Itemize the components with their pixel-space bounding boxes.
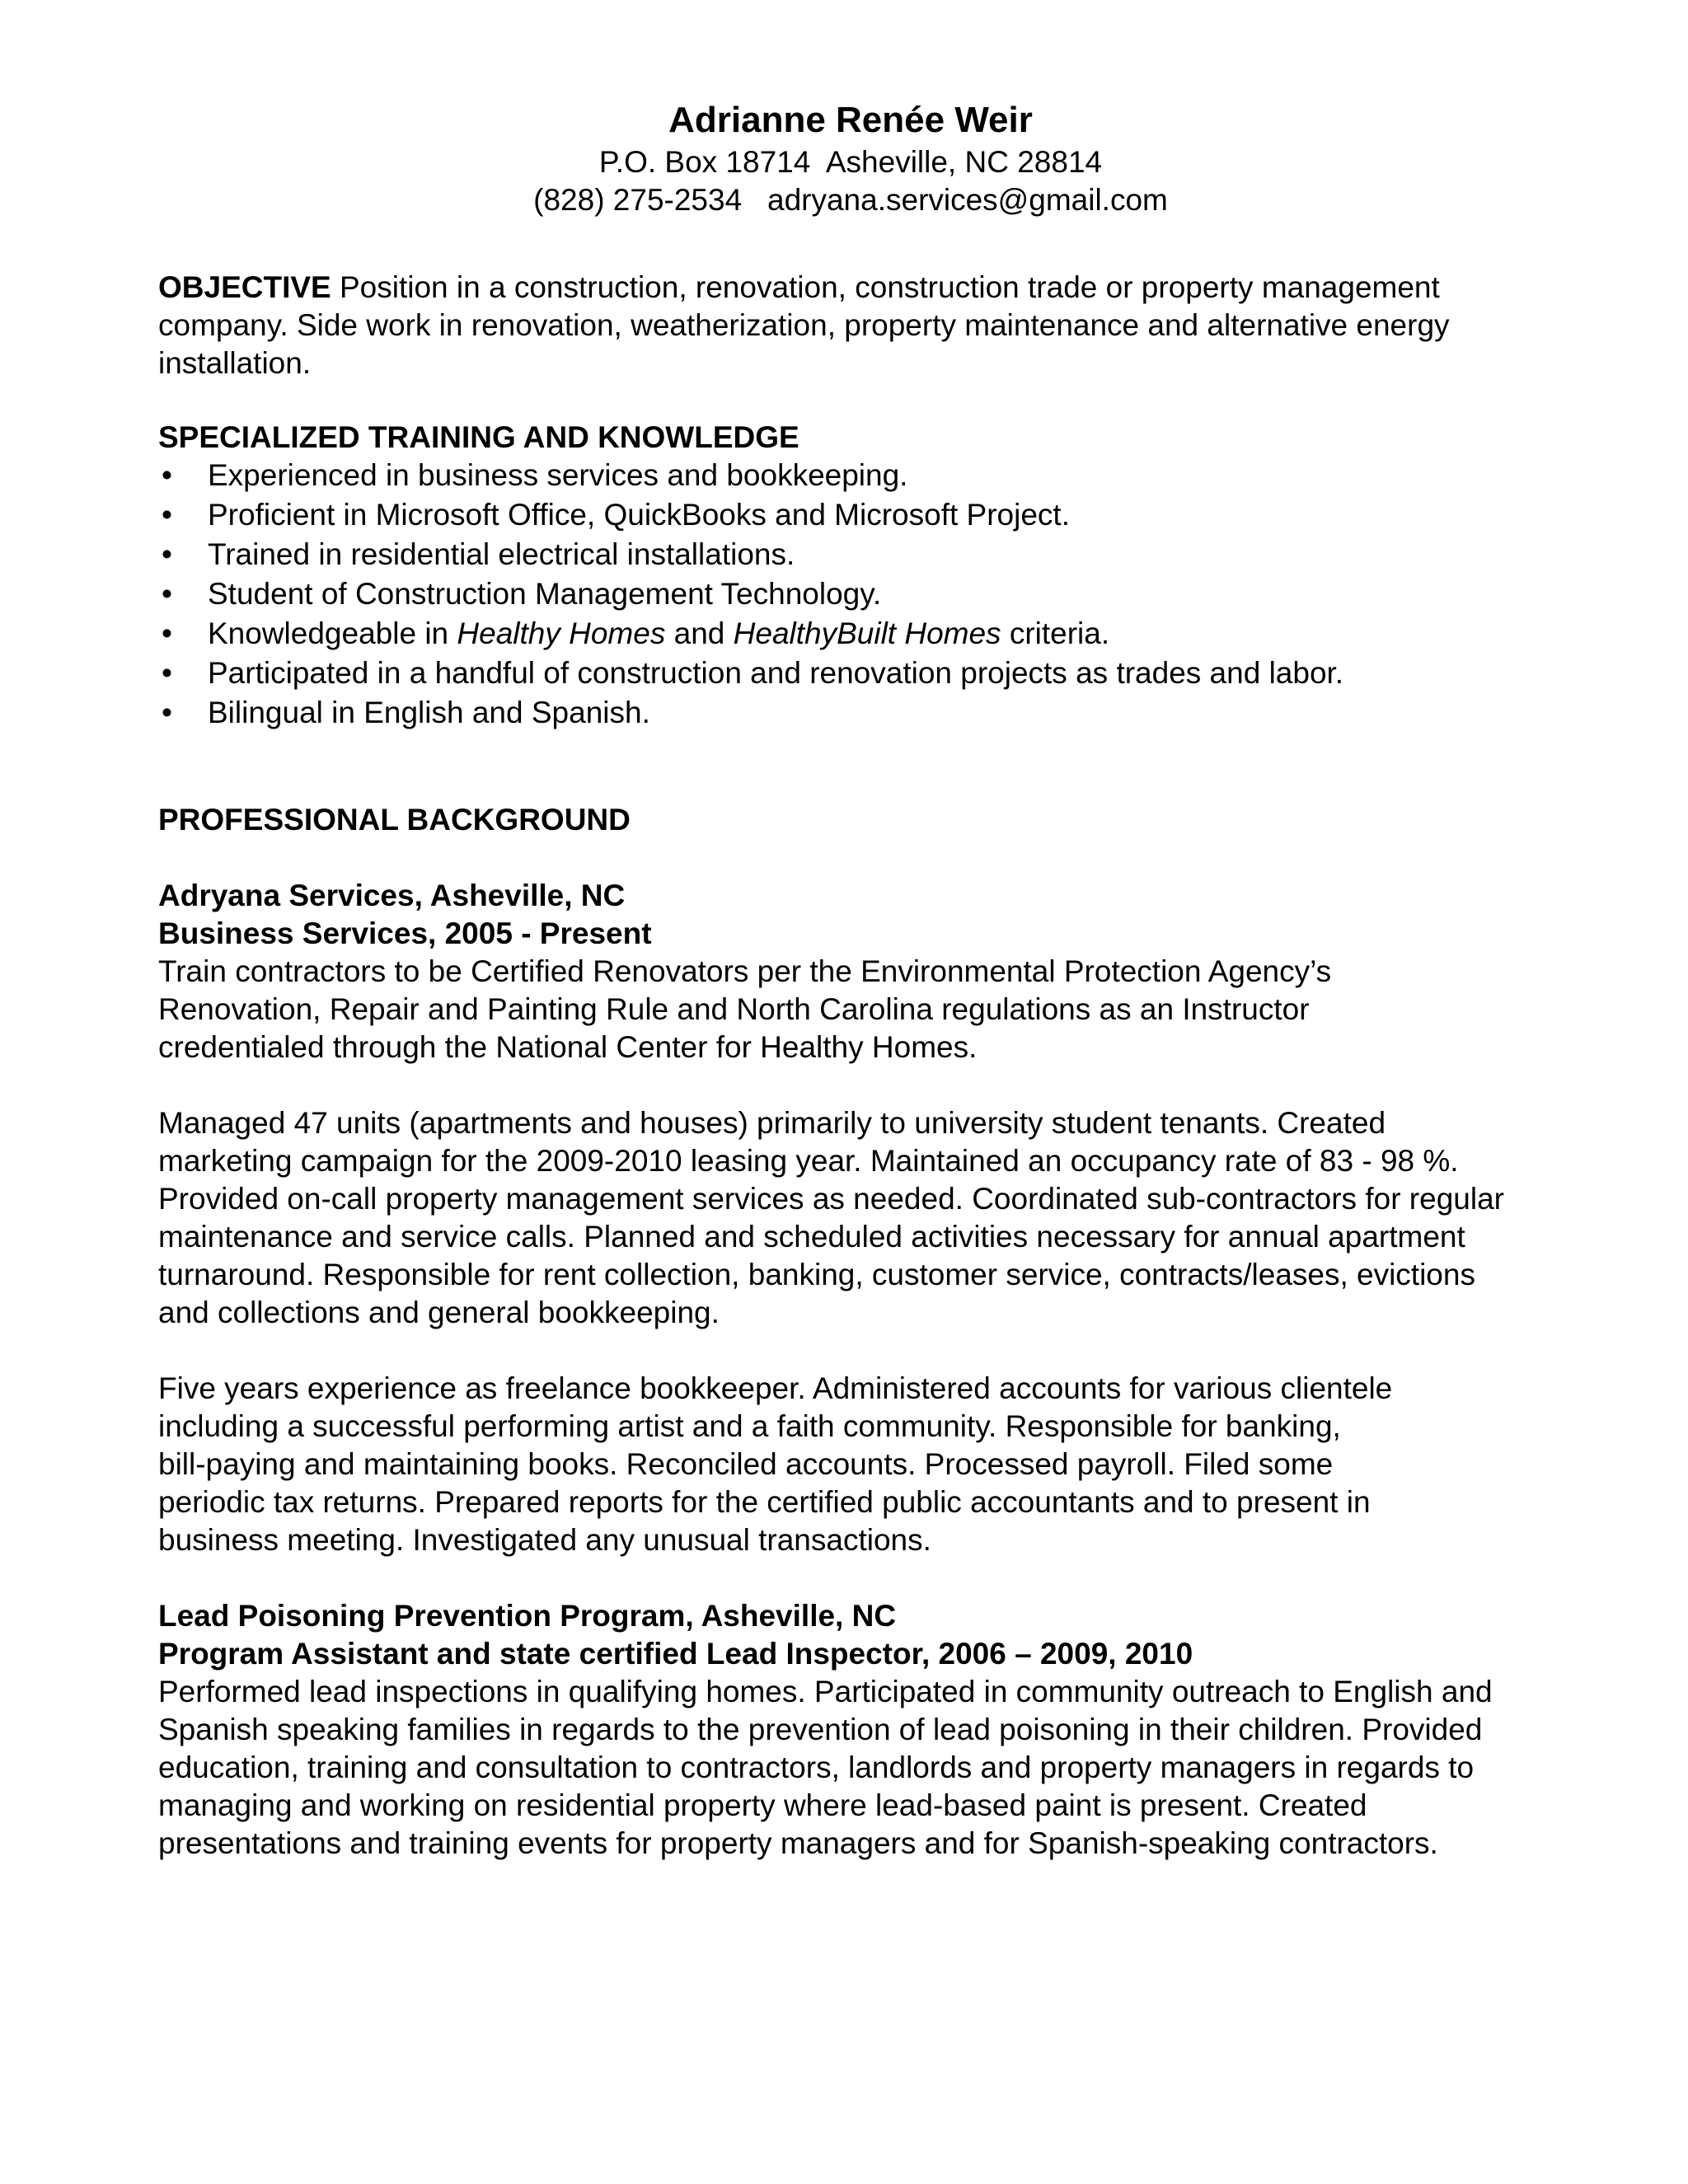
bullet-icon: • xyxy=(162,577,172,611)
list-item xyxy=(158,694,1543,733)
healthybuilt-homes-term: HealthyBuilt Homes xyxy=(733,616,1001,650)
list-item-text-post: criteria. xyxy=(1001,616,1110,650)
job-title: Business Services, 2005 - Present xyxy=(158,916,652,950)
training-section xyxy=(158,419,1543,733)
job-organization: Lead Poisoning Prevention Program, Asheville, NC xyxy=(158,1599,897,1633)
job-title: Program Assistant and state certified Lead Inspector, 2006 – 2009, 2010 xyxy=(158,1637,1193,1671)
mailing-address: P.O. Box 18714 Asheville, NC 28814 xyxy=(598,145,1103,179)
resume-page xyxy=(158,92,1543,1863)
objective-text: Position in a construction, renovation, construction trade or property management company. Side work in renovation, weatherization, property maintenance and alternative energy installation. xyxy=(158,270,1450,380)
healthy-homes-term: Healthy Homes xyxy=(457,616,666,650)
resume-header xyxy=(158,97,1543,219)
bullet-icon: • xyxy=(162,656,172,690)
training-list xyxy=(158,457,1543,733)
list-item-text: Trained in residential electrical installations. xyxy=(208,537,795,571)
bullet-icon: • xyxy=(162,498,172,532)
list-item-text: Participated in a handful of construction and renovation projects as trades and labor. xyxy=(208,656,1344,690)
list-item-text: Student of Construction Management Technology. xyxy=(208,577,882,611)
applicant-name: Adrianne Renée Weir xyxy=(668,100,1033,140)
list-item-text-mid: and xyxy=(665,616,734,650)
objective-section xyxy=(158,269,1526,382)
list-item-text-pre: Knowledgeable in xyxy=(208,616,457,650)
list-item xyxy=(158,615,1543,654)
contact-line: (828) 275-2534 adryana.services@gmail.com xyxy=(533,183,1168,217)
job-organization: Adryana Services, Asheville, NC xyxy=(158,879,626,912)
objective-label: OBJECTIVE xyxy=(158,270,331,304)
list-item xyxy=(158,654,1543,694)
training-title: SPECIALIZED TRAINING AND KNOWLEDGE xyxy=(158,420,799,454)
job-description: Five years experience as freelance bookkeeper. Administered accounts for various clientele including a successful performing artist and a faith community. Responsible for banking, bill-paying and maintaining books. Reconciled accounts. Processed payroll. Filed some periodic tax returns. Prepared reports for the certified public accountants and to present in business meeting. Investigated any unusual transactions. xyxy=(158,1371,1393,1557)
job-description: Performed lead inspections in qualifying homes. Participated in community outreach to English and Spanish speaking families in regards to the prevention of lead poisoning in their children. Provided education, training and consultation to contractors, landlords and property managers in regards to managing and working on residential property where lead-based paint is present. Created presentations and training events for property managers and for Spanish-speaking contractors. xyxy=(158,1675,1493,1860)
list-item-text: Experienced in business services and bookkeeping. xyxy=(208,458,908,492)
job-lead-poisoning-program xyxy=(158,1597,1543,1863)
list-item xyxy=(158,536,1543,575)
bullet-icon: • xyxy=(162,537,172,571)
list-item xyxy=(158,496,1543,536)
list-item xyxy=(158,575,1543,615)
bullet-icon: • xyxy=(162,696,172,729)
job-description: Train contractors to be Certified Renovators per the Environmental Protection Agency’s Renovation, Repair and Painting Rule and North Carolina regulations as an Instructor credentialed through the National Center for Healthy Homes. xyxy=(158,954,1332,1064)
bullet-icon: • xyxy=(162,458,172,492)
list-item-text: Bilingual in English and Spanish. xyxy=(208,696,650,729)
list-item xyxy=(158,457,1543,496)
list-item-text: Proficient in Microsoft Office, QuickBooks and Microsoft Project. xyxy=(208,498,1070,532)
job-description: Managed 47 units (apartments and houses) primarily to university student tenants. Created marketing campaign for the 2009-2010 leasing year. Maintained an occupancy rate of 83 - 98 %. Provided on-call property management services as needed. Coordinated sub-contractors for regular maintenance and service calls. Planned and scheduled activities necessary for annual apartment turnaround. Responsible for rent collection, banking, customer service, contracts/leases, evictions and collections and general bookkeeping. xyxy=(158,1106,1504,1329)
job-adryana-services xyxy=(158,877,1510,1559)
bullet-icon: • xyxy=(162,616,172,650)
background-title: PROFESSIONAL BACKGROUND xyxy=(158,803,631,837)
